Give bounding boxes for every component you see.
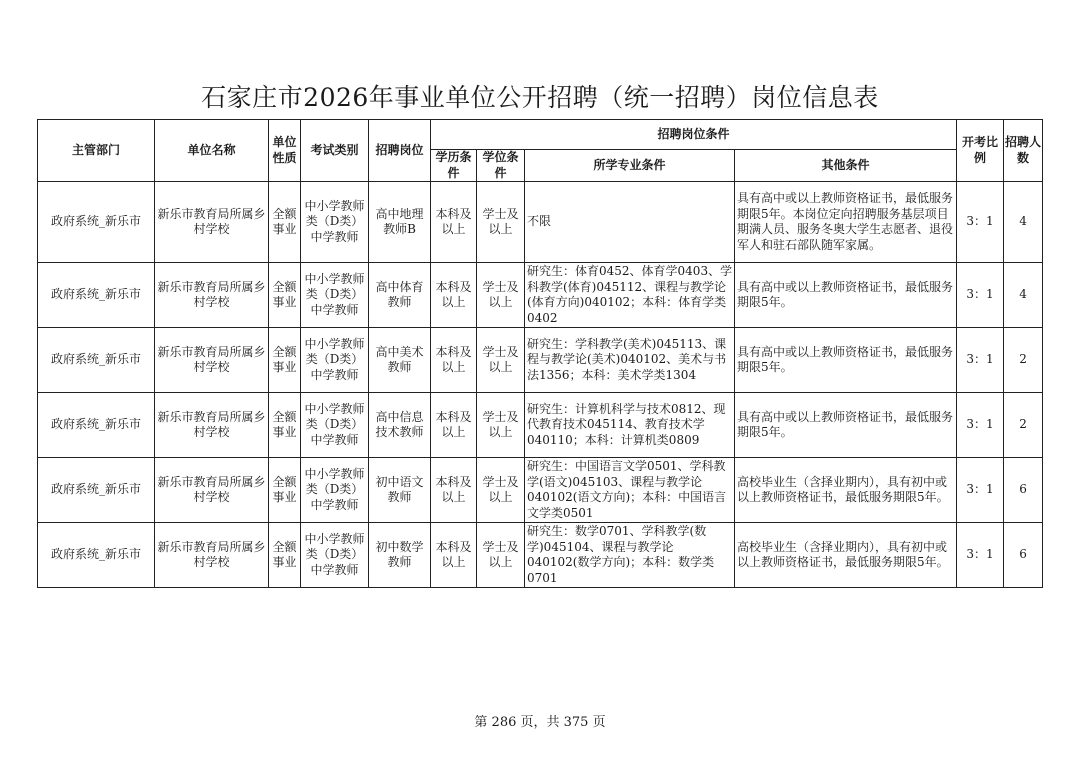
cell-post: 高中信息技术教师 (369, 393, 431, 458)
cell-exam: 中小学教师类（D类）中学教师 (301, 263, 369, 328)
cell-edu: 本科及以上 (431, 263, 477, 328)
cell-degree: 学士及以上 (477, 182, 525, 263)
cell-degree: 学士及以上 (477, 328, 525, 393)
cell-post: 高中美术教师 (369, 328, 431, 393)
cell-dept: 政府系统_新乐市 (38, 328, 155, 393)
header-other: 其他条件 (735, 150, 957, 182)
cell-dept: 政府系统_新乐市 (38, 182, 155, 263)
table-row (38, 458, 1043, 523)
cell-other: 具有高中或以上教师资格证书，最低服务期限5年。 (735, 393, 957, 458)
cell-unit: 新乐市教育局所属乡村学校 (155, 393, 269, 458)
cell-exam: 中小学教师类（D类）中学教师 (301, 393, 369, 458)
job-table (37, 119, 1043, 588)
cell-dept: 政府系统_新乐市 (38, 263, 155, 328)
cell-exam: 中小学教师类（D类）中学教师 (301, 458, 369, 523)
cell-unit: 新乐市教育局所属乡村学校 (155, 263, 269, 328)
cell-ratio: 3：1 (957, 523, 1004, 588)
cell-count: 4 (1004, 263, 1043, 328)
header-exam: 考试类别 (301, 120, 369, 182)
header-degree: 学位条件 (477, 150, 525, 182)
header-nature: 单位性质 (269, 120, 301, 182)
cell-other: 高校毕业生（含择业期内），具有初中或以上教师资格证书，最低服务期限5年。 (735, 458, 957, 523)
cell-other: 具有高中或以上教师资格证书，最低服务期限5年。 (735, 263, 957, 328)
cell-count: 6 (1004, 523, 1043, 588)
cell-degree: 学士及以上 (477, 263, 525, 328)
table-row (38, 328, 1043, 393)
header-ratio: 开考比例 (957, 120, 1004, 182)
cell-other: 具有高中或以上教师资格证书，最低服务期限5年。本岗位定向招聘服务基层项目期满人员、服务冬奥大学生志愿者、退役军人和驻石部队随军家属。 (735, 182, 957, 263)
cell-nature: 全额事业 (269, 182, 301, 263)
cell-count: 4 (1004, 182, 1043, 263)
cell-unit: 新乐市教育局所属乡村学校 (155, 458, 269, 523)
cell-degree: 学士及以上 (477, 523, 525, 588)
page-title: 石家庄市2026年事业单位公开招聘（统一招聘）岗位信息表 (201, 83, 879, 112)
table-row (38, 393, 1043, 458)
cell-dept: 政府系统_新乐市 (38, 523, 155, 588)
cell-major: 研究生：计算机科学与技术0812、现代教育技术045114、教育技术学040110；本科：计算机类0809 (525, 393, 735, 458)
cell-ratio: 3：1 (957, 263, 1004, 328)
table-row (38, 182, 1043, 263)
cell-ratio: 3：1 (957, 393, 1004, 458)
header-dept: 主管部门 (38, 120, 155, 182)
cell-degree: 学士及以上 (477, 393, 525, 458)
cell-edu: 本科及以上 (431, 523, 477, 588)
cell-edu: 本科及以上 (431, 458, 477, 523)
cell-post: 初中语文教师 (369, 458, 431, 523)
cell-nature: 全额事业 (269, 523, 301, 588)
cell-nature: 全额事业 (269, 328, 301, 393)
cell-edu: 本科及以上 (431, 328, 477, 393)
cell-major: 研究生：学科教学(美术)045113、课程与教学论(美术)040102、美术与书法1356；本科：美术学类1304 (525, 328, 735, 393)
cell-post: 高中地理教师B (369, 182, 431, 263)
header-edu: 学历条件 (431, 150, 477, 182)
cell-exam: 中小学教师类（D类）中学教师 (301, 523, 369, 588)
cell-nature: 全额事业 (269, 393, 301, 458)
cell-degree: 学士及以上 (477, 458, 525, 523)
cell-post: 高中体育教师 (369, 263, 431, 328)
cell-ratio: 3：1 (957, 328, 1004, 393)
cell-other: 高校毕业生（含择业期内），具有初中或以上教师资格证书，最低服务期限5年。 (735, 523, 957, 588)
cell-major: 研究生：中国语言文学0501、学科教学(语文)045103、课程与教学论040102(语文方向)；本科：中国语言文学类0501 (525, 458, 735, 523)
cell-other: 具有高中或以上教师资格证书，最低服务期限5年。 (735, 328, 957, 393)
cell-edu: 本科及以上 (431, 182, 477, 263)
cell-major: 研究生：数学0701、学科教学(数学)045104、课程与教学论040102(数学方向)；本科：数学类0701 (525, 523, 735, 588)
cell-ratio: 3：1 (957, 182, 1004, 263)
header-count: 招聘人数 (1004, 120, 1043, 182)
cell-edu: 本科及以上 (431, 393, 477, 458)
header-post: 招聘岗位 (369, 120, 431, 182)
cell-nature: 全额事业 (269, 458, 301, 523)
cell-ratio: 3：1 (957, 458, 1004, 523)
cell-count: 6 (1004, 458, 1043, 523)
cell-unit: 新乐市教育局所属乡村学校 (155, 523, 269, 588)
cell-dept: 政府系统_新乐市 (38, 393, 155, 458)
header-conditions: 招聘岗位条件 (431, 120, 957, 150)
cell-post: 初中数学教师 (369, 523, 431, 588)
cell-major: 研究生：体育0452、体育学0403、学科教学(体育)045112、课程与教学论(体育方向)040102；本科：体育学类0402 (525, 263, 735, 328)
table-row (38, 523, 1043, 588)
cell-count: 2 (1004, 393, 1043, 458)
cell-dept: 政府系统_新乐市 (38, 458, 155, 523)
page-number: 第 286 页，共 375 页 (474, 715, 606, 730)
table-row (38, 263, 1043, 328)
cell-nature: 全额事业 (269, 263, 301, 328)
header-major: 所学专业条件 (525, 150, 735, 182)
header-unit: 单位名称 (155, 120, 269, 182)
cell-unit: 新乐市教育局所属乡村学校 (155, 328, 269, 393)
cell-unit: 新乐市教育局所属乡村学校 (155, 182, 269, 263)
cell-exam: 中小学教师类（D类）中学教师 (301, 182, 369, 263)
cell-count: 2 (1004, 328, 1043, 393)
cell-exam: 中小学教师类（D类）中学教师 (301, 328, 369, 393)
cell-major: 不限 (525, 182, 735, 263)
